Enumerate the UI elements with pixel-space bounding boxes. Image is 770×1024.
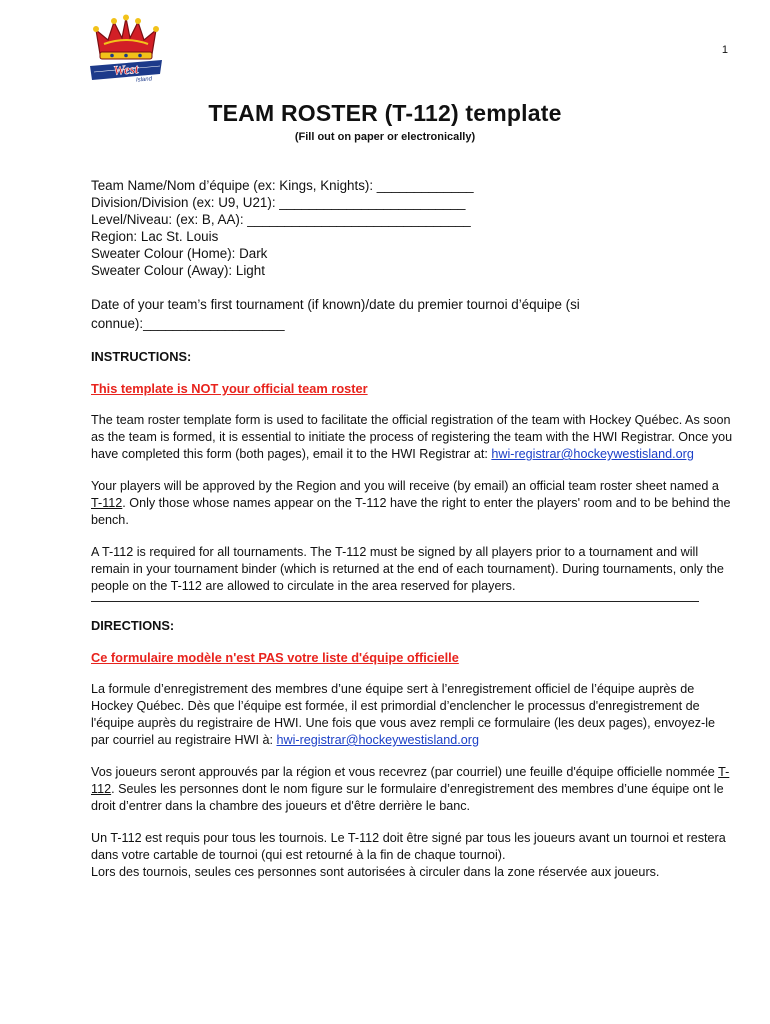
instructions-paragraph-2 [91, 478, 733, 529]
t112-reference-fr: T-112 [91, 765, 730, 796]
field-region: Region: Lac St. Louis [91, 229, 219, 244]
west-island-crown-logo [86, 14, 166, 84]
directions-p2-before: Vos joueurs seront approuvés par la région et vous recevrez (par courriel) une feuille d'équipe officielle nommée [91, 765, 719, 779]
instructions-paragraph-1 [91, 412, 733, 463]
document-body [91, 177, 733, 881]
directions-paragraph-3-cont: Lors des tournois, seules ces personnes sont autorisées à circuler dans la zone réservée aux joueurs. [91, 865, 660, 879]
date-line-1: Date of your team’s first tournament (if known)/date du premier tournoi d’équipe (si [91, 297, 580, 312]
page-number: 1 [721, 44, 728, 56]
svg-text:Island: Island [135, 76, 153, 84]
t112-reference: T-112 [91, 496, 123, 510]
directions-p2-after: . Seules les personnes dont le nom figure sur le formulaire d’enregistrement des membres d’une équipe ont le droit d’entrer dans la chambre des joueurs et d'être derrière le banc. [91, 782, 724, 813]
instructions-p2-after: . Only those whose names appear on the T-112 have the right to enter the players' room and to be behind the bench. [91, 496, 731, 527]
section-divider [91, 595, 699, 602]
page-title: TEAM ROSTER (T-112) template [208, 100, 562, 126]
instructions-p1-text: The team roster template form is used to facilitate the official registration of the team with Hockey Québec. As soon as the team is formed, it is essential to initiate the process of registering the team with the HWI Registrar. Once you have completed this form (both pages), email it to the HWI Registrar at: [91, 413, 733, 461]
page-subtitle: (Fill out on paper or electronically) [294, 131, 476, 143]
directions-p1-text: La formule d’enregistrement des membres d’une équipe sert à l’enregistrement officiel de l’équipe auprès de Hockey Québec. Dès que l’équipe est formée, il est primordial d’enclencher le processus d'enregistrement de l'équipe auprès du registraire de HWI. Une fois que vous avez rempli ce formulaire (les deux pages), envoyez-le par courriel au registraire HWI à: [91, 682, 715, 747]
svg-text:West: West [112, 61, 139, 78]
field-first-tournament-date[interactable] [91, 295, 733, 333]
field-sweater-away: Sweater Colour (Away): Light [91, 263, 265, 278]
instructions-heading: INSTRUCTIONS: [91, 349, 192, 364]
field-sweater-home: Sweater Colour (Home): Dark [91, 246, 268, 261]
directions-heading: DIRECTIONS: [91, 618, 175, 633]
registrar-email-link-fr[interactable]: hwi-registrar@hockeywestisland.org [276, 733, 479, 747]
date-line-2: connue):___________________ [91, 316, 285, 331]
instructions-paragraph-3: A T-112 is required for all tournaments. The T-112 must be signed by all players prior to a tournament and will remain in your tournament binder (which is returned at the end of each tournament). During tournaments, only the people on the T-112 are allowed to circulate in the area reserved for players. [91, 545, 724, 593]
directions-paragraph-2 [91, 764, 733, 815]
registrar-email-link[interactable]: hwi-registrar@hockeywestisland.org [491, 447, 694, 461]
directions-paragraph-1 [91, 681, 733, 749]
field-level[interactable]: Level/Niveau: (ex: B, AA): ______________________________ [91, 212, 471, 227]
field-division[interactable]: Division/Division (ex: U9, U21): _________________________ [91, 195, 466, 210]
instructions-p2-before: Your players will be approved by the Region and you will receive (by email) an official team roster sheet named a [91, 479, 719, 493]
team-info-fields [91, 177, 733, 279]
directions-warning: Ce formulaire modèle n'est PAS votre liste d'équipe officielle [91, 650, 459, 665]
directions-paragraph-3: Un T-112 est requis pour tous les tournois. Le T-112 doit être signé par tous les joueurs avant un tournoi et restera dans votre cartable de tournoi (qui est retourné à la fin de chaque tournoi). [91, 831, 726, 862]
field-team-name[interactable]: Team Name/Nom d’équipe (ex: Kings, Knights): _____________ [91, 178, 474, 193]
instructions-warning: This template is NOT your official team roster [91, 381, 368, 396]
